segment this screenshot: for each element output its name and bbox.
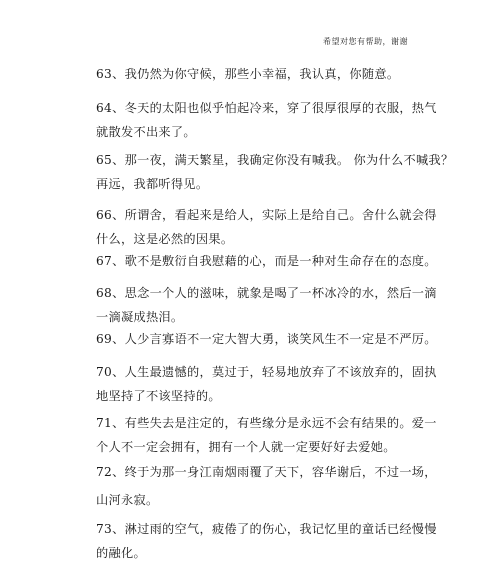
entry-line: 71、有些失去是注定的，有些缘分是永远不会有结果的。爱一 <box>96 416 437 430</box>
entry-66 <box>96 203 437 251</box>
entry-line: 64、冬天的太阳也似乎怕起冷来，穿了很厚很厚的衣服，热气 <box>96 101 437 115</box>
entry-65 <box>96 148 454 196</box>
entry-line: 就散发不出来了。 <box>96 125 196 139</box>
entry-69 <box>96 327 437 351</box>
entry-71 <box>96 411 437 459</box>
entry-line: 地坚持了不该坚持的。 <box>96 389 221 403</box>
entry-64 <box>96 96 437 144</box>
entry-70 <box>96 360 437 408</box>
entry-line: 65、那一夜，满天繁星，我确定你没有喊我。 你为什么不喊我？ <box>96 153 454 167</box>
entry-line: 69、人少言寡语不一定大智大勇，谈笑风生不一定是不严厉。 <box>96 332 437 346</box>
entry-68 <box>96 281 437 329</box>
entry-line: 66、所谓舍，看起来是给人，实际上是给自己。舍什么就会得 <box>96 208 437 222</box>
entry-line: 的融化。 <box>96 546 146 560</box>
entry-line: 68、思念一个人的滋味，就象是喝了一杯冰冷的水，然后一滴 <box>96 286 437 300</box>
entry-63 <box>96 62 416 86</box>
entry-line: 70、人生最遗憾的，莫过于，轻易地放弃了不该放弃的，固执 <box>96 365 437 379</box>
entry-line: 什么，这是必然的因果。 <box>96 232 234 246</box>
entry-73 <box>96 517 437 565</box>
entry-72 <box>96 460 437 512</box>
entry-line: 63、我仍然为你守候，那些小幸福，我认真，你随意。 <box>96 67 400 81</box>
header-note: 希望对您有帮助，谢谢 <box>323 37 408 46</box>
entry-line: 山河永寂。 <box>96 493 159 507</box>
entry-line: 67、歌不是敷衍自我慰藉的心，而是一种对生命存在的态度。 <box>96 254 437 268</box>
entry-line: 个人不一定会拥有，拥有一个人就一定要好好去爱她。 <box>96 440 396 454</box>
entry-line: 一滴凝成热泪。 <box>96 310 184 324</box>
entry-67 <box>96 249 437 273</box>
entry-line: 再远，我都听得见。 <box>96 177 209 191</box>
entry-line: 73、淋过雨的空气，疲倦了的伤心，我记忆里的童话已经慢慢 <box>96 522 437 536</box>
entry-line: 72、终于为那一身江南烟雨覆了天下，容华谢后，不过一场， <box>96 465 437 479</box>
